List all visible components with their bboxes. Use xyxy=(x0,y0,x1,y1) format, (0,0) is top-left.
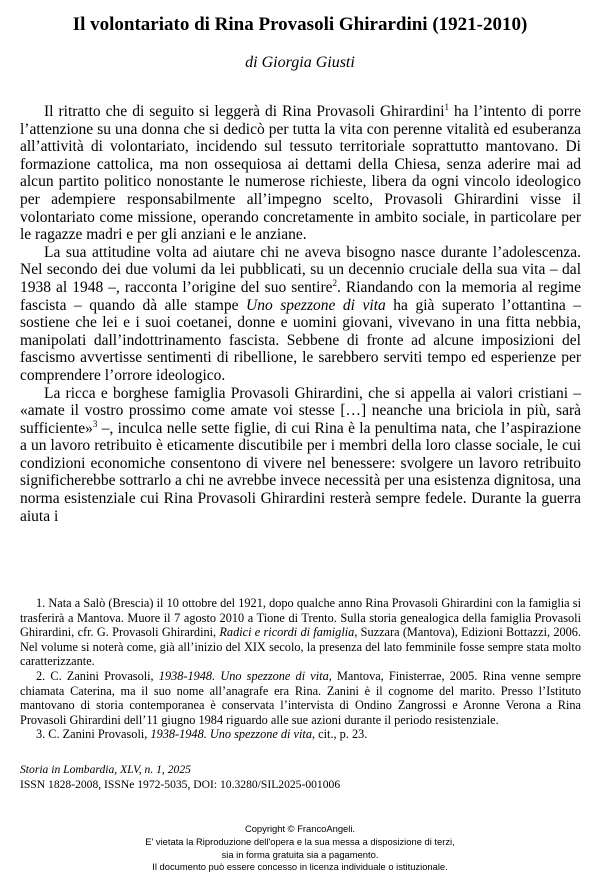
text-segment: , Suzzara (Mantova), Edizioni Bottazzi, 2006. Nel volume si noterà come, già all’inizio del XIX secolo, la presenza del lato femminile fosse sempre stata molto caratterizzante. xyxy=(20,625,582,669)
text-segment: . Riandando con la memoria al regime fascista – quando dà alle stampe xyxy=(20,278,581,314)
footnote-ref: 1 xyxy=(444,101,450,112)
footnote xyxy=(20,669,581,727)
copyright-line: sia in forma gratuita sia a pagamento. xyxy=(221,848,379,860)
article-body xyxy=(20,103,581,525)
italic-title: Radici e ricordi di famiglia xyxy=(219,625,355,640)
journal-citation: Storia in Lombardia, XLV, n. 1, 2025 xyxy=(20,763,191,776)
text-segment: ha già superato l’ottantina – sostiene che lei e i suoi coetanei, donne e uomini giovani, vivevano in una fitta nebbia, manipolati dall’indottrinamento fascista. Sebbene di fronte ad alcune imposizioni del fascismo avvertisse sentimenti di ribellione, le sarebbero serviti tempo ed esperienze per comprendere l’orrore ideologico. xyxy=(20,296,582,384)
footnote xyxy=(20,727,581,742)
footnote-ref: 2 xyxy=(332,277,338,288)
text-segment: , Mantova, Finisterrae, 2005. Rina venne sempre chiamata Caterina, ma il suo nome all’anagrafe era Rina. Zanini è il cognome del marito. Presso l’Istituto mantovano di storia contemporanea è conservata l’intervista di Ondino Zangrossi e Aronne Verona a Rina Provasoli Ghirardini dell’11 giugno 1984 riguardo alle sue azioni durante il periodo resistenziale. xyxy=(20,668,581,727)
text-segment: ha l’intento di porre l’attenzione su una donna che si dedicò per tutta la vita con perenne vitalità ed esuberanza all’attività di volontariato, incidendo sul tessuto territoriale soprattutto mantovano. Di formazione cattolica, ma non ossequiosa ai dettami della Chiesa, senza aderire mai ad alcun partito politico nonostante le numerose richieste, libera da ogni vincolo ideologico per adempiere responsabilmente all’impegno scelto, Provasoli Ghirardini visse il volontariato come missione, operando concretamente in ambito sociale, in particolare per le ragazze madri e per gli anziani e le anziane. xyxy=(20,103,581,244)
journal-identifiers: ISSN 1828-2008, ISSNe 1972-5035, DOI: 10.3280/SIL2025-001006 xyxy=(20,777,341,791)
italic-title: 1938-1948. Uno spezzone di vita xyxy=(158,668,329,683)
body-paragraph xyxy=(20,103,581,244)
footnote-ref: 3 xyxy=(92,418,98,429)
text-segment: , cit., p. 23. xyxy=(312,727,368,742)
text-segment: 3. C. Zanini Provasoli, xyxy=(36,727,151,742)
text-segment: 2. C. Zanini Provasoli, xyxy=(36,668,159,683)
copyright-line: Il documento può essere concesso in licenza individuale o istituzionale. xyxy=(152,861,448,873)
text-segment: La sua attitudine volta ad aiutare chi ne aveva bisogno nasce durante l’adolescenza. Nel secondo dei due volumi da lei pubblicati, su un decennio cruciale della sua vita – dal 1938 al 1948 –, racconta l’origine del suo sentire xyxy=(20,243,581,296)
footnotes xyxy=(20,596,581,742)
footnote xyxy=(20,596,581,669)
text-segment: La ricca e borghese famiglia Provasoli Ghirardini, che si appella ai valori cristiani – «amate il vostro prossimo come amate voi stesse […] neanche una briciola in più, sarà sufficiente» xyxy=(20,384,581,437)
text-segment: –, inculca nelle sette figlie, di cui Rina è la penultima nata, che l’aspirazione a un lavoro retribuito è eticamente discutibile per i membri della loro classe sociale, le cui condizioni economiche consentono di vivere nel benessere: svolgere un lavoro retribuito significherebbe sottrarlo a chi ne avrebbe invece necessità per una esistenza dignitosa, una norma esistenziale cui Rina Provasoli Ghirardini resterà sempre fedele. Durante la guerra aiuta i xyxy=(20,419,581,525)
copyright-line: E' vietata la Riproduzione dell'opera e la sua messa a disposizione di terzi, xyxy=(145,835,455,847)
article-title: Il volontariato di Rina Provasoli Ghirardini (1921-2010) xyxy=(72,14,528,35)
italic-title: 1938-1948. Uno spezzone di vita xyxy=(150,727,312,742)
journal-info xyxy=(20,763,581,792)
text-segment: Il ritratto che di seguito si leggerà di Rina Provasoli Ghirardini xyxy=(44,103,445,120)
body-paragraph xyxy=(20,385,581,526)
body-paragraph xyxy=(20,244,581,385)
text-segment: 1. Nata a Salò (Brescia) il 10 ottobre del 1921, dopo qualche anno Rina Provasoli Ghirardini con la famiglia si trasferirà a Mantova. Muore il 7 agosto 2010 a Tione di Trento. Sulla storia genealogica della famiglia Provasoli Ghirardini, cfr. G. Provasoli Ghirardini, xyxy=(20,596,581,640)
copyright-line: Copyright © FrancoAngeli. xyxy=(244,823,356,834)
copyright-notice xyxy=(0,823,600,874)
italic-title: Uno spezzone di vita xyxy=(246,296,386,314)
article-author: di Giorgia Giusti xyxy=(245,54,355,71)
